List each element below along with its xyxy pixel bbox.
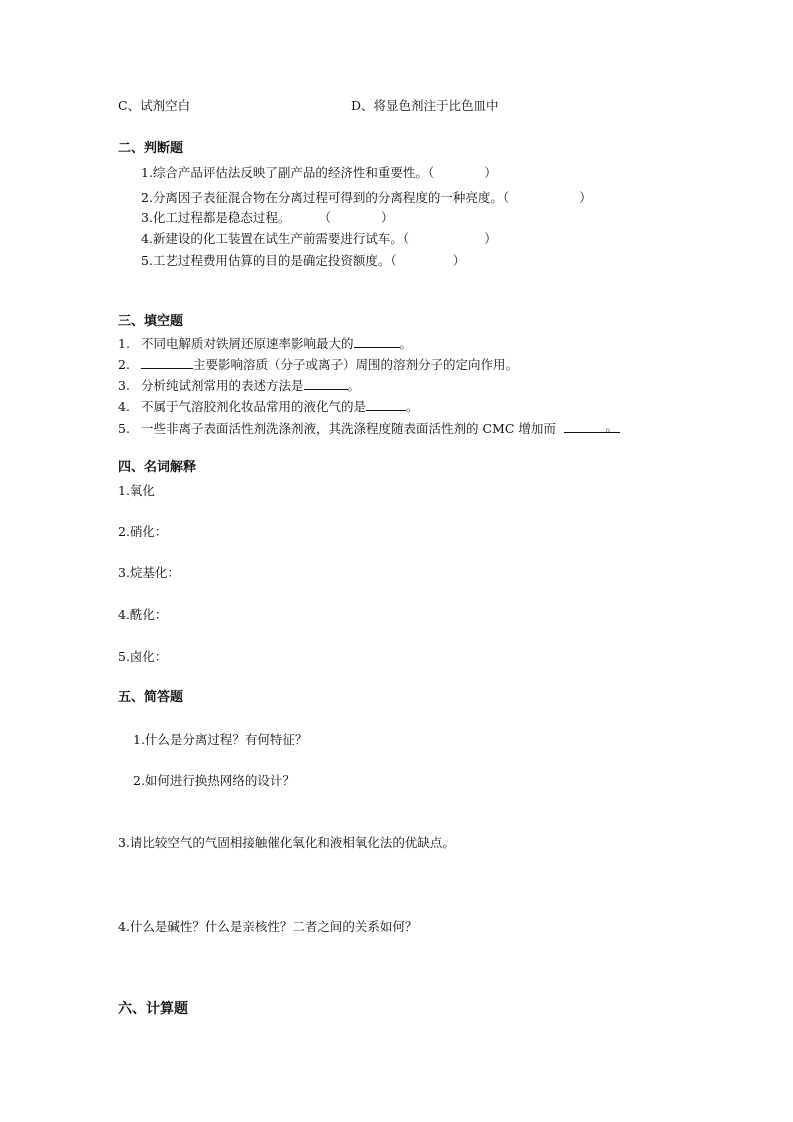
fill-item-2: 2. 主要影响溶质（分子或离子）周围的溶剂分子的定向作用。	[118, 357, 519, 372]
judge-item-2: 2.分离因子表征混合物在分离过程可得到的分离程度的一种亮度。（ ）	[141, 190, 592, 205]
term-item-5: 5.卤化：	[118, 649, 168, 664]
judge-item-1: 1.综合产品评估法反映了副产品的经济性和重要性。（ ）	[141, 165, 497, 180]
section-6-title: 六、计算题	[118, 1001, 188, 1017]
judge-item-3: 3.化工过程都是稳态过程。 （ ）	[141, 210, 394, 225]
short-answer-3: 3.请比较空气的气固相接触催化氧化和液相氧化法的优缺点。	[118, 835, 455, 850]
term-item-4: 4.酰化：	[118, 607, 168, 622]
fill-item-5: 5. 一些非离子表面活性剂洗涤剂液，其洗涤程度随表面活性剂的 CMC 增加而 。	[118, 419, 618, 436]
short-answer-1: 1.什么是分离过程？有何特征？	[133, 732, 308, 747]
short-answer-2: 2.如何进行换热网络的设计？	[133, 773, 295, 788]
judge-item-4: 4.新建设的化工装置在试生产前需要进行试车。（ ）	[141, 231, 497, 246]
section-4-title: 四、名词解释	[118, 460, 197, 475]
term-item-3: 3.烷基化：	[118, 565, 180, 580]
judge-item-5: 5.工艺过程费用估算的目的是确定投资额度。（ ）	[141, 253, 466, 268]
section-2-title: 二、判断题	[118, 141, 184, 156]
section-3-title: 三、填空题	[118, 314, 184, 329]
short-answer-4: 4.什么是碱性？什么是亲核性？二者之间的关系如何？	[118, 919, 418, 934]
section-5-title: 五、简答题	[118, 690, 184, 705]
term-item-2: 2.硝化：	[118, 524, 168, 539]
fill-item-1: 1. 不同电解质对铁屑还原速率影响最大的 。	[118, 336, 413, 351]
option-c: C、试剂空白	[118, 98, 191, 113]
fill-item-4: 4. 不属于气溶胶剂化妆品常用的液化气的是 。	[118, 399, 419, 414]
option-d: D、将显色剂注于比色皿中	[351, 98, 499, 113]
term-item-1: 1.氧化	[118, 483, 155, 498]
fill-item-3: 3. 分析纯试剂常用的表述方法是 。	[118, 378, 361, 393]
